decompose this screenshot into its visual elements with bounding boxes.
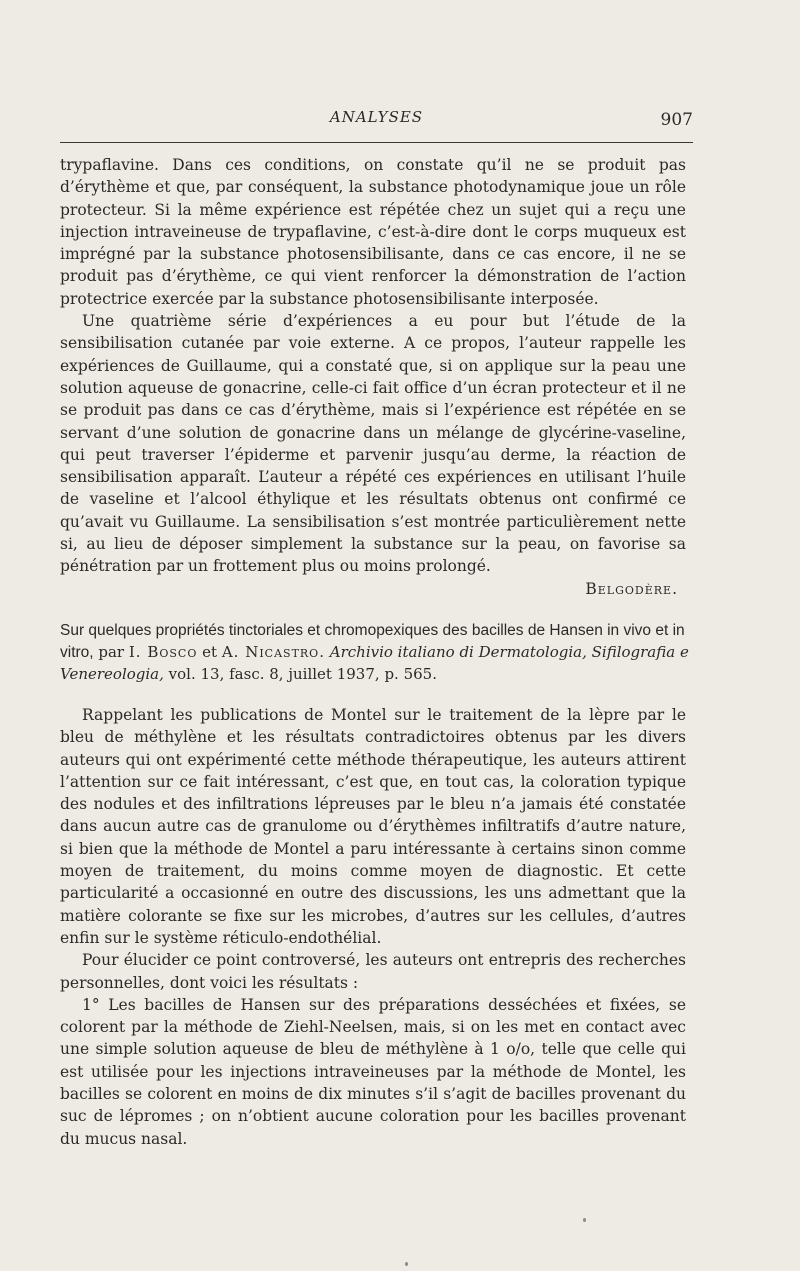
section-1-body [60, 154, 686, 600]
author-1: I. Bosco [128, 642, 198, 661]
author-2: A. Nicastro. [221, 642, 325, 661]
paper-speck [583, 1218, 586, 1222]
paragraph: Pour élucider ce point controversé, les auteurs ont entrepris des recherches personnelles, dont voici les résultats : [60, 951, 686, 992]
volume-info: vol. 13, fasc. 8, juillet 1937, [168, 664, 380, 683]
page-ref: p. 565. [384, 664, 437, 683]
paper-speck [405, 1262, 408, 1266]
header-rule [60, 142, 693, 143]
running-header [60, 108, 693, 134]
section-2-body [60, 704, 686, 1150]
paragraph: Une quatrième série d’expériences a eu pour but l’étude de la sensibilisation cutanée par voie externe. A ce propos, l’auteur rappelle les expériences de Guillaume, qui a constaté que, si on applique sur la peau une solution aqueuse de gonacrine, celle-ci fait office d’un écran protecteur et il ne se produit pas dans ce cas d’érythème, mais si l’expérience est répétée en se servant d’une solution de gonacrine dans un mélange de glycérine-vaseline, qui peut traverser l’épiderme et parvenir jusqu’au derme, la réaction de sensibilisation apparaît. L’auteur a répété ces expériences en utilisant l’huile de vaseline et l’alcool éthylique et les résultats obtenus ont confirmé ce qu’avait vu Guillaume. La sensibilisation s’est montrée particulièrement nette si, au lieu de déposer simplement la substance sur la peau, on favorise sa pénétration par un frottement plus ou moins prolongé. [60, 312, 686, 576]
article-title: Sur quelques propriétés tinctoriales et chromopexiques des bacilles de Hansen in vivo et in vitro, [60, 622, 685, 661]
paragraph: trypaflavine. Dans ces conditions, on constate qu’il ne se produit pas d’érythème et que, par conséquent, la substance photodynamique joue un rôle protecteur. Si la même expérience est répétée chez un sujet qui a reçu une injection intraveineuse de trypaflavine, c’est-à-dire dont le corps muqueux est imprégné par la substance photosensibilisante, dans ce cas encore, il ne se produit pas d’érythème, ce qui vient renforcer la démonstration de l’action protectrice exercée par la substance photosensibilisante interposée. [60, 156, 686, 308]
article-heading [60, 620, 693, 685]
paragraph: 1° Les bacilles de Hansen sur des préparations desséchées et fixées, se colorent par la méthode de Ziehl-Neelsen, mais, si on les met en contact avec une simple solution aqueuse de bleu de méthylène à 1 o/o, telle que celle qui est utilisée pour les injections intraveineuses par la méthode de Montel, les bacilles se colorent en moins de dix minutes s’il s’agit de bacilles provenant du suc de lépromes ; on n’obtient aucune coloration pour les bacilles provenant du mucus nasal. [60, 995, 686, 1148]
and-word: et [202, 642, 218, 661]
paragraph: Rappelant les publications de Montel sur le traitement de la lèpre par le bleu de méthylène et les résultats contradictoires obtenus par les divers auteurs qui ont expérimenté cette méthode thérapeutique, les auteurs attirent l’attention sur ce fait intéressant, c’est que, en tout cas, la coloration typique des nodules et des infiltrations lépreuses par le bleu n’a jamais été constatée dans aucun autre cas de granulome ou d’érythèmes infiltratifs d’autre nature, si bien que la méthode de Montel a paru intéressante à certains sinon comme moyen de traitement, du moins comme moyen de diagnostic. Et cette particularité a occasionné en outre des discussions, les uns admettant que la matière colorante se fixe sur les microbes, d’autres sur les cellules, d’autres enfin sur le système réticulo-endothélial. [60, 706, 686, 947]
signature-name: Belgodère. [585, 579, 678, 598]
journal-name: Archivio italiano di Dermatologia, Sifilografia e Venereologia, [60, 642, 689, 683]
page-number: 907 [660, 110, 693, 130]
running-title: ANALYSES [329, 108, 424, 126]
signature [60, 578, 686, 600]
by-word: par [98, 642, 125, 661]
